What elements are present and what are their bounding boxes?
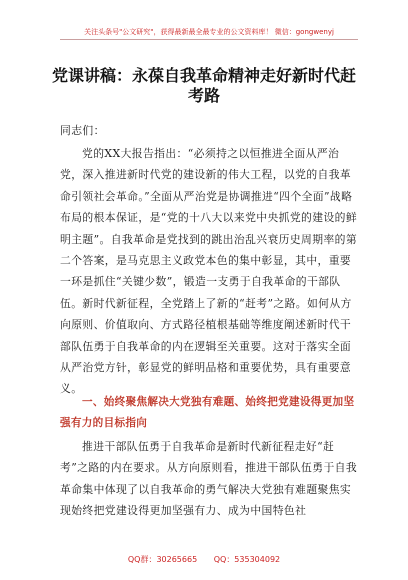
salutation: 同志们： [60,124,105,137]
page-title: 党课讲稿：永葆自我革命精神走好新时代赶考路 [51,66,356,105]
header-banner: 关注头条号"公文研究"，获得最新最全最专业的公文资料库！ 微信：gongwenyj [60,26,358,40]
body-paragraph-1: 党的XX大报告指出：“必须持之以恒推进全面从严治党，深入推进新时代党的建设新的伟大工程，以党的自我革命引领社会革命。”全面从严治党是协调推进“四个全面”战略布局的根本保证，是“党的十八大以来党中央抓党的建设的鲜明主题”。自我革命是党找到的跳出治乱兴衰历史周期率的第二个答案，是马克思主义政党本色的集中彰显，其中，重要一环是抓住“关键少数”，锻造一支勇于自我革命的干部队伍。新时代新征程，全党踏上了新的“赶考”之路。如何从方向原则、价值取向、方式路径植根基础等维度阐述新时代干部队伍勇于自我革命的内在逻辑至关重要。这对于落实全面从严治党方针，彰显党的鲜明品格和重要优势，具有重要意义。 [60,147,358,396]
footer-qq: QQ：535304092 [213,555,281,564]
body-paragraph-2: 推进干部队伍勇于自我革命是新时代新征程走好“赶考”之路的内在要求。从方向原则看，推进干部队伍勇于自我革命集中体现了以自我革命的勇气解决大党独有难题聚焦实现始终把党建设得更加坚强有力、成为中国特色社 [60,440,358,518]
footer [0,554,408,565]
section-heading-1: 一、始终聚焦解决大党独有难题、始终把党建设得更加坚强有力的目标指向 [60,396,355,429]
footer-qq-group: QQ群：30265665 [127,555,198,564]
